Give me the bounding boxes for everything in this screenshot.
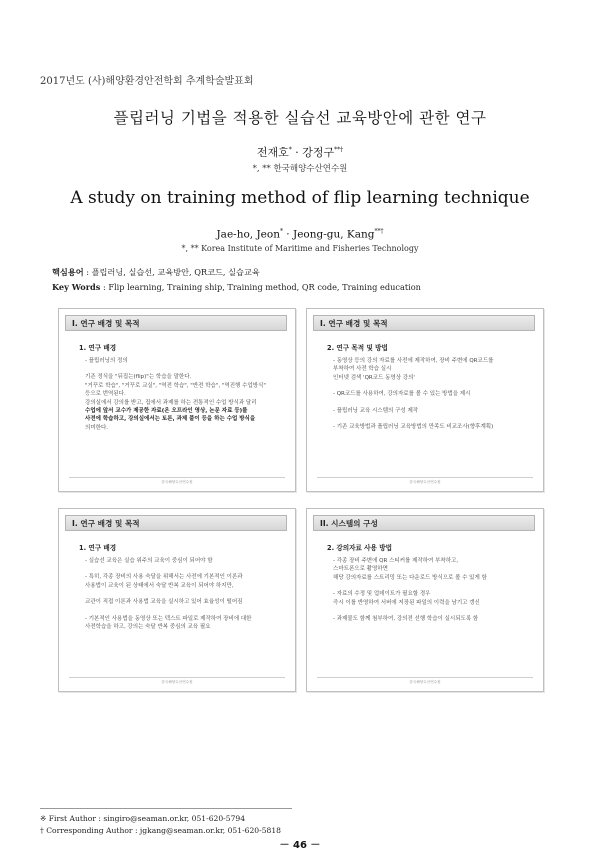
title-korean: 플립러닝 기법을 적용한 실습선 교육방안에 관한 연구: [113, 109, 487, 127]
keywords-korean-text: : 플립러닝, 실습선, 교육방안, QR코드, 실습교육: [83, 267, 260, 277]
slide-body: [85, 357, 289, 432]
slide-subtitle: 2. 연구 목적 및 방법: [327, 344, 388, 352]
author-separator-en: ·: [282, 228, 293, 241]
slide-line: 인터넷 검색 'QR코드 동영상 강의': [333, 374, 415, 381]
slide-line: 강의실에서 강의를 받고, 집에서 과제를 하는 전통적인 수업 방식과 달리: [85, 399, 257, 406]
authors-english: [0, 228, 600, 241]
slide-line: - 과제물도 함께 첨부하여, 강의전 선행 학습이 실시되도록 함: [333, 616, 479, 623]
slide-line: - 동영상 등의 강의 자료를 사전에 제작하여, 장비 주변에 QR코드를: [333, 358, 494, 364]
slide-line: "거꾸로 학습", "거꾸로 교실", "역전 학습", "반전 학습", "역진행 수업방식": [85, 382, 266, 389]
slide-line: 스마트폰으로 촬영하면: [333, 566, 388, 573]
keywords-korean-label: 핵심용어: [52, 267, 84, 277]
author-2-name-en: Jeong-gu, Kang: [292, 228, 375, 241]
slide-line: - 각종 장비 주변에 QR 스티커를 제작하여 부착하고,: [333, 558, 459, 564]
slide-4: [306, 508, 544, 692]
slide-header: II. 시스템의 구성: [313, 515, 535, 531]
footnote-corresponding-author: † Corresponding Author : jgkang@seaman.or.kr, 051-620-5818: [40, 826, 282, 835]
slide-line: - 플립러닝의 정의: [85, 358, 128, 364]
author-1-mark: *: [288, 146, 292, 154]
slide-line: 교관이 직접 이론과 사용법 교육을 실시하고 있어 효율성이 떨어짐: [85, 599, 243, 606]
slide-footer: 한국해양수산연수원: [69, 477, 285, 485]
slide-line: 기존 정식을 "뒤집는(flip)"는 학습을 말한다.: [85, 374, 192, 381]
footnote-first-author: ※ First Author : singiro@seaman.or.kr, 051-620-5794: [40, 814, 246, 823]
slide-line: - 플립러닝 교육 시스템의 구성 제작: [333, 407, 419, 414]
author-2-mark: **†: [334, 146, 344, 154]
slide-body: [85, 557, 289, 631]
slide-line: 사전학습을 하고, 강의는 숙달 반복 중심의 교육 필요: [85, 624, 211, 631]
author-1-mark-en: *: [279, 228, 283, 235]
authors-korean: [0, 144, 600, 160]
slide-line: [333, 582, 537, 590]
slide-line: 즉시 이를 반영하여 서버에 저장된 파일의 이력을 남기고 갱신: [333, 599, 480, 606]
conference-header: 2017년도 (사)해양환경안전학회 추계학술발표회: [40, 76, 254, 87]
slide-line: - 기존 교육방법과 플립러닝 교육방법의 만족도 비교조사(향후계획): [333, 424, 494, 431]
title-english: A study on training method of flip learning technique: [70, 188, 530, 208]
slide-subtitle: 2. 강의자료 사용 방법: [327, 544, 392, 552]
slide-footer: 한국해양수산연수원: [317, 677, 533, 685]
footnote-divider: [40, 808, 292, 809]
slide-1: [58, 308, 296, 492]
slide-header: I. 연구 배경 및 목적: [65, 515, 287, 531]
slide-footer: 한국해양수산연수원: [317, 477, 533, 485]
slide-header: I. 연구 배경 및 목적: [313, 315, 535, 331]
slide-line: 의미한다.: [85, 424, 109, 431]
author-1-name-en: Jae-ho, Jeon: [216, 228, 280, 241]
slide-2: [306, 308, 544, 492]
slide-line: [333, 382, 537, 390]
slide-line: [333, 415, 537, 423]
slide-line: - 실습선 교육은 실습 위주의 교육이 중심이 되어야 함: [85, 558, 213, 564]
affiliation-korean: *, ** 한국해양수산연수원: [252, 164, 348, 174]
keywords-korean: [52, 267, 260, 278]
slide-line: 사용법이 교육이 된 상태에서 숙달 반복 교육이 되어야 하지만,: [85, 582, 234, 589]
author-1-name: 전재호: [256, 146, 289, 159]
slide-line: - QR코드를 사용하여, 강의자료를 볼 수 있는 방법을 제시: [333, 391, 471, 398]
slide-line: [85, 565, 289, 573]
author-separator: ·: [291, 146, 303, 159]
slide-line: - 자료의 수정 및 업데이트가 필요할 경우: [333, 591, 431, 598]
author-2-name: 강정구: [302, 146, 335, 159]
slide-line: [333, 399, 537, 407]
slide-line: 등으로 번역된다.: [85, 391, 126, 398]
slide-line: [85, 590, 289, 598]
slide-header: I. 연구 배경 및 목적: [65, 315, 287, 331]
slide-line: 사전에 학습하고, 강의실에서는 토론, 과제 풀이 등을 하는 수업 방식을: [85, 416, 256, 423]
author-2-mark-en: **†: [374, 228, 384, 235]
slide-line: 해당 강의자료를 스트리밍 또는 다운로드 방식으로 볼 수 있게 함: [333, 574, 487, 581]
keywords-english: [52, 282, 421, 292]
keywords-english-label: Key Words: [52, 282, 101, 292]
slide-subtitle: 1. 연구 배경: [79, 344, 117, 352]
slide-3: [58, 508, 296, 692]
slide-line: 부착하여 사전 학습 실시: [333, 366, 392, 373]
slide-subtitle: 1. 연구 배경: [79, 544, 117, 552]
slide-footer: 한국해양수산연수원: [69, 677, 285, 685]
slide-line: [333, 607, 537, 615]
slide-line: 수업에 앞서 교수가 제공한 자료(온 오프라인 영상, 논문 자료 등)를: [85, 408, 248, 415]
keywords-english-text: : Flip learning, Training ship, Training method, QR code, Training education: [100, 282, 421, 292]
slide-body: [333, 557, 537, 623]
page-number: － 46 －: [279, 840, 321, 851]
slide-line: [85, 607, 289, 615]
slide-line: - 기본적인 사용법을 동영상 또는 텍스트 파일로 제작하여 장비에 대한: [85, 615, 252, 622]
slide-line: - 특히, 각종 장비의 사용 숙달을 위해서는 사전에 기본적인 이론과: [85, 574, 243, 581]
slide-line: [85, 365, 289, 373]
slide-body: [333, 357, 537, 431]
affiliation-english: *, ** Korea Institute of Maritime and Fisheries Technology: [181, 244, 419, 253]
